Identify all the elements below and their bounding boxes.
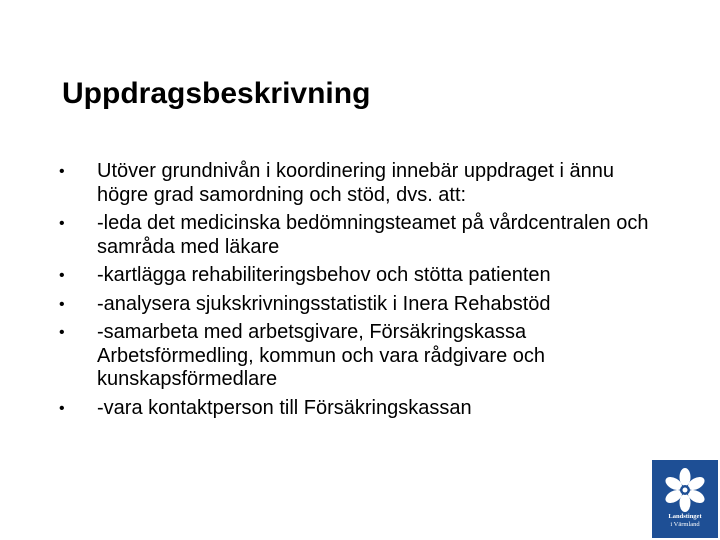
- bullet-text: Utöver grundnivån i koordinering innebär uppdraget i ännu högre grad samordning och stöd, dvs. att:: [97, 160, 615, 206]
- bullet-marker: •: [59, 295, 65, 313]
- flower-emblem-icon: [663, 468, 707, 512]
- list-item: [59, 212, 669, 259]
- bullet-marker: •: [59, 267, 65, 284]
- bullet-marker: •: [59, 324, 65, 341]
- bullet-text: -vara kontaktperson till Försäkringskassan: [97, 396, 472, 419]
- list-item: [59, 397, 669, 421]
- bullet-marker: •: [59, 163, 65, 180]
- list-item: [59, 264, 669, 288]
- bullet-text: -samarbeta med arbetsgivare, Försäkringskassa Arbetsförmedling, kommun och vara rådgivare och kunskapsförmedlare: [97, 321, 545, 390]
- list-item: [59, 293, 669, 317]
- slide-title: Uppdragsbeskrivning: [62, 77, 371, 110]
- logo-text-line1: Landstinget: [668, 513, 702, 520]
- landstinget-logo: [652, 460, 718, 538]
- bullet-text: -analysera sjukskrivningsstatistik i Inera Rehabstöd: [97, 292, 551, 315]
- logo-text-line2: i Värmland: [670, 521, 700, 528]
- list-item: [59, 160, 669, 207]
- logo-graphic: [652, 460, 718, 538]
- bullet-text: -kartlägga rehabiliteringsbehov och stötta patienten: [97, 264, 551, 286]
- bullet-marker: •: [59, 399, 65, 417]
- bullet-list: [59, 160, 669, 425]
- list-item: [59, 321, 669, 392]
- bullet-marker: •: [59, 215, 65, 232]
- bullet-text: -leda det medicinska bedömningsteamet på vårdcentralen och samråda med läkare: [97, 212, 649, 258]
